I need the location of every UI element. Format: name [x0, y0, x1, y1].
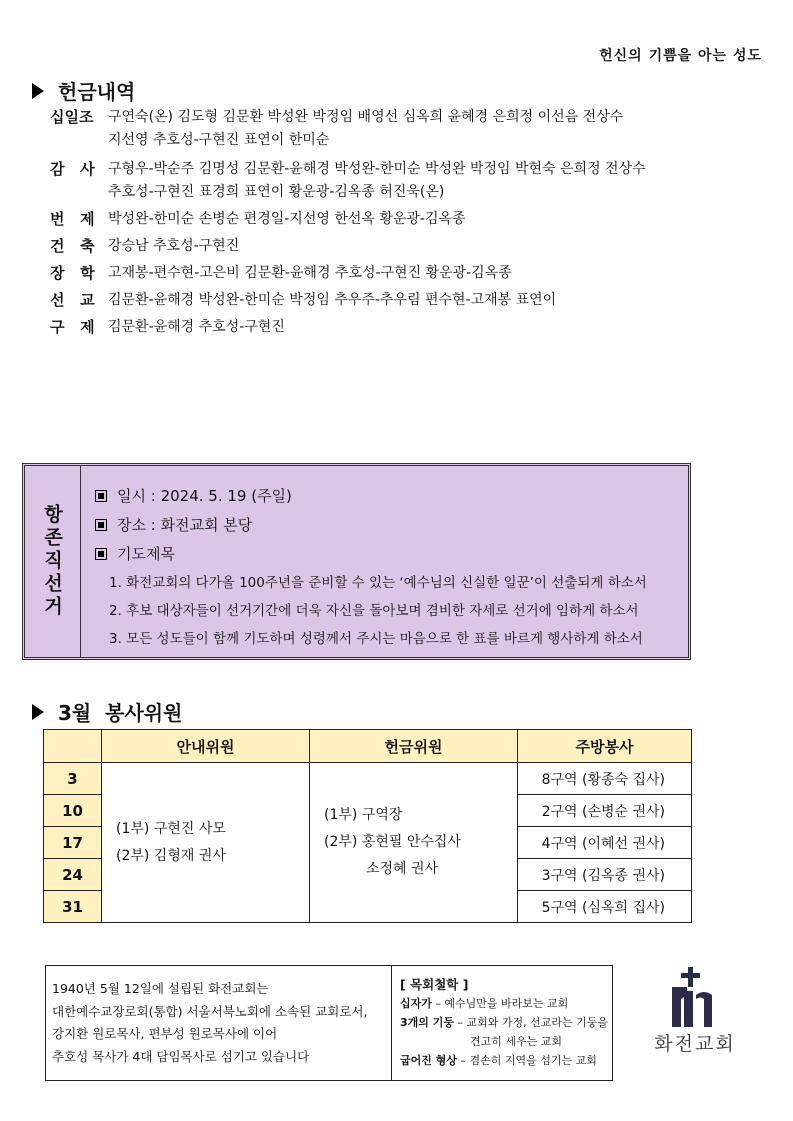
square-bullet-icon	[95, 548, 107, 560]
church-history	[52, 978, 367, 1068]
philosophy-title: [ 목회철학 ]	[400, 977, 469, 992]
square-bullet-icon	[95, 519, 107, 531]
service-date: 10	[44, 795, 102, 827]
history-line: 추호성 목사가 4대 담임목사로 섬기고 있습니다	[52, 1048, 310, 1064]
philosophy-item: 굽어진 형상 – 겸손히 지역을 섬기는 교회	[400, 1054, 597, 1067]
church-motto: 헌신의 기쁨을 아는 성도	[599, 48, 762, 64]
service-date: 3	[44, 763, 102, 795]
offering-names: 구형우-박순주 김명성 김문환-윤해경 박성완-한미순 박성완 박정임 박현숙 은희정 전상수	[108, 161, 646, 177]
offering-row-relief	[50, 316, 646, 339]
offering-row-tithe	[50, 106, 646, 152]
header-offering: 헌금위원	[310, 730, 518, 763]
ministry-philosophy	[391, 966, 614, 1080]
church-info-footer	[45, 965, 613, 1081]
guide-name: (2부) 김형재 권사	[116, 847, 226, 864]
offering-names: 구연숙(온) 김도형 김문환 박성완 박정임 배영선 심옥희 윤혜경 은희정 이선음 전상수	[108, 109, 624, 125]
offering-names: 김문환-윤해경 박성완-한미순 박정임 추우주-추우림 편수현-고재봉 표연이	[108, 292, 557, 308]
prayer-item: 3. 모든 성도들이 함께 기도하며 성령께서 주시는 마음으로 한 표를 바르게 행사하게 하소서	[109, 631, 643, 647]
service-date: 31	[44, 891, 102, 923]
church-logo-name: 화전교회	[654, 1033, 736, 1055]
offering-volunteer: (1부) 구역장	[324, 807, 403, 823]
service-table	[43, 729, 692, 923]
election-notice-box	[22, 463, 691, 660]
prayer-item: 2. 후보 대상자들이 선거기간에 더욱 자신을 돌아보며 겸비한 자세로 선거에 임하게 하소서	[109, 603, 639, 619]
kitchen-volunteer: 8구역 (황종숙 집사)	[518, 763, 692, 795]
offering-category: 건 축	[50, 237, 95, 255]
service-table-header	[44, 730, 692, 763]
offering-category: 감 사	[50, 160, 95, 178]
guide-name: (1부) 구현진 사모	[116, 820, 226, 837]
kitchen-volunteer: 3구역 (김옥종 권사)	[518, 859, 692, 891]
offering-volunteer: (2부) 홍현필 안수집사	[324, 834, 461, 850]
election-content	[95, 482, 647, 653]
triangle-bullet-icon	[32, 83, 44, 99]
triangle-bullet-icon	[32, 704, 44, 720]
kitchen-volunteer: 2구역 (손병순 권사)	[518, 795, 692, 827]
kitchen-volunteer: 4구역 (이혜선 권사)	[518, 827, 692, 859]
offering-row-burnt	[50, 208, 646, 231]
service-section-title: 3월 봉사위원	[32, 697, 182, 726]
table-row	[44, 763, 692, 795]
offering-row-scholarship	[50, 262, 646, 285]
offering-volunteer: 소정혜 권사	[366, 861, 439, 877]
offering-names: 추호성-구현진 표경희 표연이 황운광-김옥종 허진욱(온)	[108, 184, 445, 200]
offering-names: 지선영 추호성-구현진 표연이 한미순	[108, 132, 330, 148]
offering-names: 강승남 추호성-구현진	[108, 238, 240, 254]
offering-category: 번 제	[50, 210, 95, 228]
header-kitchen: 주방봉사	[518, 730, 692, 763]
service-date: 24	[44, 859, 102, 891]
offering-names: 박성완-한미순 손병순 편경일-지선영 한선옥 황운광-김옥종	[108, 211, 466, 227]
kitchen-volunteer: 5구역 (심옥희 집사)	[518, 891, 692, 923]
offering-row-mission	[50, 289, 646, 312]
election-side-label: 항존직선거	[25, 466, 81, 657]
offering-volunteers	[310, 763, 518, 923]
election-prayer-title: 기도제목	[95, 540, 647, 569]
election-place: 장소 : 화전교회 본당	[95, 511, 647, 540]
square-bullet-icon	[95, 490, 107, 502]
guide-volunteers	[102, 763, 310, 923]
church-cross-icon	[640, 965, 750, 1029]
offering-category: 장 학	[50, 264, 95, 282]
history-line: 1940년 5월 12일에 설립된 화전교회는	[52, 981, 269, 996]
offering-category: 선 교	[50, 291, 95, 309]
election-date: 일시 : 2024. 5. 19 (주일)	[95, 482, 647, 511]
offering-row-building	[50, 235, 646, 258]
offering-names: 고재봉-편수현-고은비 김문환-윤해경 추호성-구현진 황운광-김옥종	[108, 265, 512, 281]
offering-row-thanks	[50, 158, 646, 204]
service-date: 17	[44, 827, 102, 859]
church-logo	[640, 965, 750, 1085]
history-line: 강지환 원로목사, 편부성 원로목사에 이어	[52, 1026, 278, 1041]
offering-list	[50, 106, 646, 339]
offering-category: 십일조	[50, 108, 94, 126]
offering-names: 김문환-윤해경 추호성-구현진	[108, 319, 285, 335]
offering-section-title: 헌금내역	[32, 76, 135, 105]
header-guide: 안내위원	[102, 730, 310, 763]
prayer-item: 1. 화전교회의 다가올 100주년을 준비할 수 있는 ‘예수님의 신실한 일꾼’이 선출되게 하소서	[109, 575, 647, 591]
philosophy-item: 십자가 – 예수님만을 바라보는 교회	[400, 997, 569, 1010]
header-date	[44, 730, 102, 763]
offering-category: 구 제	[50, 318, 95, 336]
philosophy-item: 3개의 기둥 – 교회와 가정, 선교라는 기둥을	[400, 1016, 608, 1029]
history-line: 대한예수교장로회(통합) 서울서북노회에 소속된 교회로서,	[52, 1003, 368, 1019]
philosophy-item: 견고히 세우는 교회	[470, 1035, 563, 1048]
